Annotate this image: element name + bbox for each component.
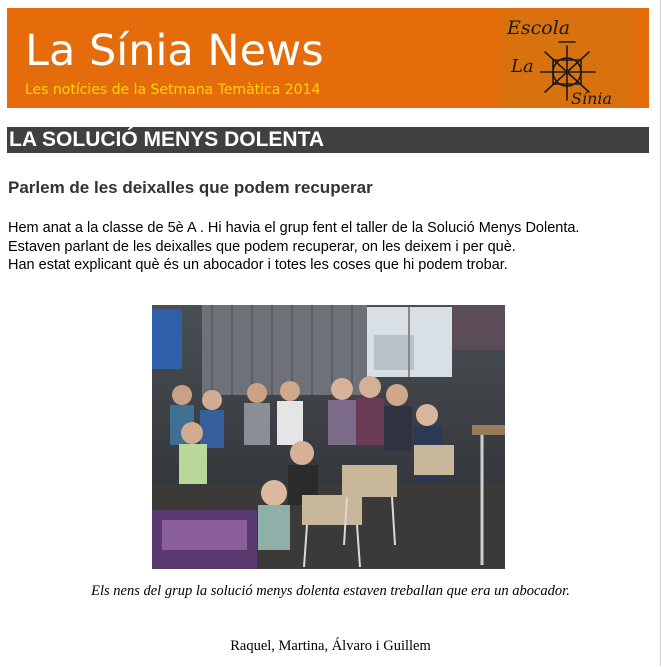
logo-text-escola: Escola: [507, 17, 571, 39]
newsletter-banner: [7, 8, 649, 108]
newsletter-subtitle: Les notícies de la Setmana Temàtica 2014: [25, 82, 321, 98]
article-authors: Raquel, Martina, Álvaro i Guillem: [230, 638, 431, 654]
paragraph-line: Han estat explicant què és un abocador i totes les coses que hi podem trobar.: [8, 257, 508, 273]
article-body: [8, 219, 653, 275]
photo-caption: Els nens del grup la solució menys dolenta estaven treballan que era un abocador.: [91, 583, 570, 599]
logo-text-la: La: [511, 56, 534, 77]
paragraph-line: Hem anat a la classe de 5è A . Hi havia el grup fent el taller de la Solució Menys Dolenta.: [8, 220, 580, 236]
logo-text-sinia: Sínia: [571, 89, 613, 106]
school-logo: [501, 12, 631, 106]
classroom-photo: [152, 305, 505, 569]
paragraph-line: Estaven parlant de les deixalles que podem recuperar, on les deixem i per què.: [8, 238, 516, 255]
section-heading: LA SOLUCIÓ MENYS DOLENTA: [7, 127, 649, 153]
newsletter-title: La Sínia News: [25, 26, 324, 76]
article-subheading: Parlem de les deixalles que podem recuperar: [8, 178, 373, 197]
